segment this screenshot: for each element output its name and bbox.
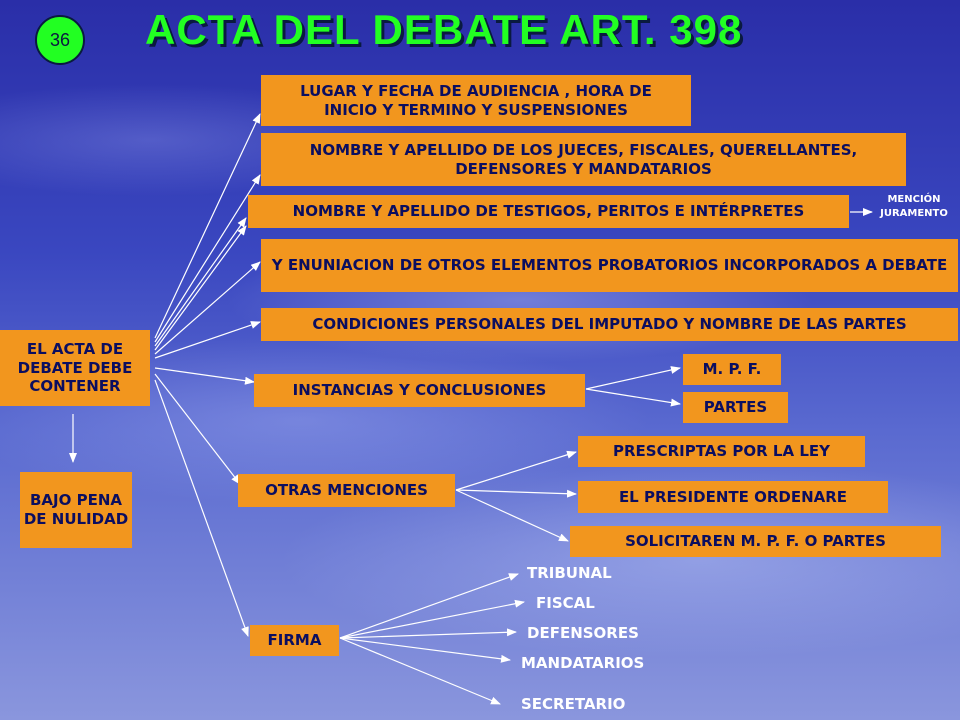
signer-defensores: DEFENSORES — [527, 624, 639, 642]
root-box: EL ACTA DE DEBATE DEBE CONTENER — [0, 330, 150, 406]
partes-box: PARTES — [683, 392, 788, 423]
arrow-to-solicitaren — [456, 490, 568, 541]
arrow-to-lugar — [155, 114, 260, 338]
testigos-box: NOMBRE Y APELLIDO DE TESTIGOS, PERITOS E INTÉRPRETES — [248, 195, 849, 228]
enuniacion-box: Y ENUNIACION DE OTROS ELEMENTOS PROBATORIOS INCORPORADOS A DEBATE — [261, 239, 958, 292]
prescriptas-box: PRESCRIPTAS POR LA LEY — [578, 436, 865, 467]
slide-title: ACTA DEL DEBATE ART. 398 — [145, 6, 743, 53]
arrow-to-firma — [155, 380, 248, 636]
nullity-box: BAJO PENA DE NULIDAD — [20, 472, 132, 548]
signer-secretario: SECRETARIO — [521, 695, 626, 713]
instancias-box: INSTANCIAS Y CONCLUSIONES — [254, 374, 585, 407]
condiciones-box: CONDICIONES PERSONALES DEL IMPUTADO Y NOMBRE DE LAS PARTES — [261, 308, 958, 341]
otras-box: OTRAS MENCIONES — [238, 474, 455, 507]
slide-number-badge: 36 — [35, 15, 85, 65]
arrow-to-jueces — [155, 175, 260, 342]
arrow-to-prescriptas — [456, 452, 576, 490]
arrow-to-mpf — [586, 368, 680, 389]
solicitaren-box: SOLICITAREN M. P. F. O PARTES — [570, 526, 941, 557]
arrow-to-testigos — [155, 218, 246, 346]
signer-mandatarios: MANDATARIOS — [521, 654, 645, 672]
firma-box: FIRMA — [250, 625, 339, 656]
arrow-to-partes — [586, 389, 680, 404]
arrow-to-otras — [155, 374, 240, 484]
arrow-to-instancias — [155, 368, 254, 382]
mencion-label: MENCIÓN JURAMENTO — [880, 194, 948, 219]
presidente-box: EL PRESIDENTE ORDENARE — [578, 481, 888, 513]
arrow-to-tribunal — [340, 574, 518, 638]
signer-fiscal: FISCAL — [536, 594, 595, 612]
signer-tribunal: TRIBUNAL — [527, 564, 612, 582]
mpf-box: M. P. F. — [683, 354, 781, 385]
jueces-box: NOMBRE Y APELLIDO DE LOS JUECES, FISCALES, QUERELLANTES, DEFENSORES Y MANDATARIOS — [261, 133, 906, 186]
arrow-to-presidente — [456, 490, 576, 494]
lugar-box: LUGAR Y FECHA DE AUDIENCIA , HORA DE INICIO Y TERMINO Y SUSPENSIONES — [261, 75, 691, 126]
